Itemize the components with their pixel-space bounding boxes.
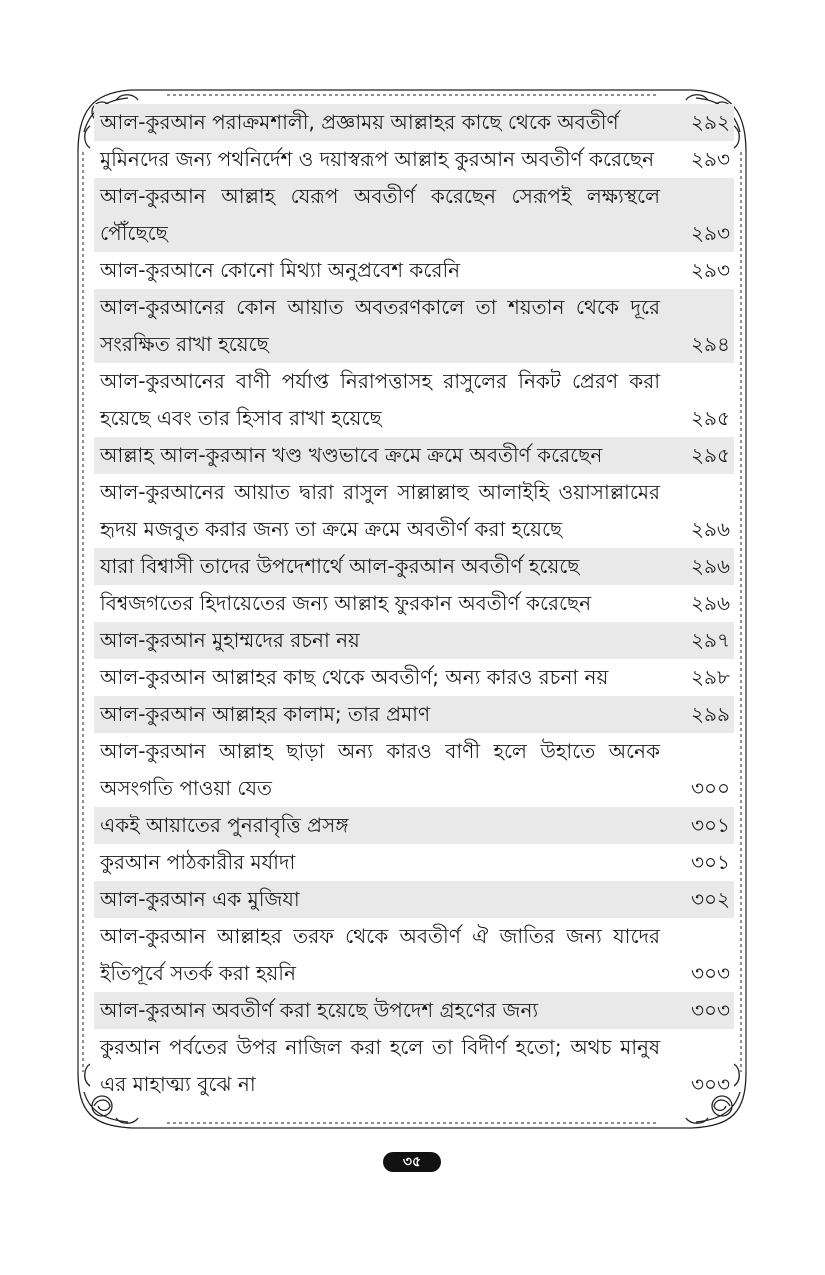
table-of-contents [94,104,734,1103]
toc-page-number: ৩০৩ [690,1072,730,1096]
toc-row [94,1029,734,1103]
page-number-badge: ৩৫ [383,1152,441,1172]
toc-page-number: ২৯৪ [691,332,730,356]
toc-title: আল-কুরআন আল্লাহ যেরূপ অবতীর্ণ করেছেন সেরূপই লক্ষ্যস্থলে পৌঁছেছে [100,184,660,245]
toc-title: আল-কুরআন এক মুজিযা [100,887,300,911]
toc-page-number: ২৯৮ [691,665,730,689]
toc-row [94,289,734,363]
toc-title: মুমিনদের জন্য পথনির্দেশ ও দয়াস্বরূপ আল্লাহ কুরআন অবতীর্ণ করেছেন [100,147,655,171]
toc-page-number: ৩০২ [690,887,730,911]
toc-title: আল-কুরআনের বাণী পর্যাপ্ত নিরাপত্তাসহ রাসুলের নিকট প্রেরণ করা হয়েছে এবং তার হিসাব রাখা হয়েছে [100,369,660,430]
toc-page-number: ২৯৬ [691,517,730,541]
toc-row [94,474,734,548]
toc-row [94,363,734,437]
toc-title: আল-কুরআন আল্লাহর কালাম; তার প্রমাণ [100,702,431,726]
toc-title: আল-কুরআন পরাক্রমশালী, প্রজ্ঞাময় আল্লাহর কাছে থেকে অবতীর্ণ [100,110,619,134]
toc-title: আল-কুরআন মুহাম্মদের রচনা নয় [100,628,360,652]
toc-title: আল-কুরআন অবতীর্ণ করা হয়েছে উপদেশ গ্রহণের জন্য [100,998,539,1022]
toc-title: আল-কুরআন আল্লাহ ছাড়া অন্য কারও বাণী হলে উহাতে অনেক অসংগতি পাওয়া যেত [100,739,660,800]
toc-page-number: ২৯৫ [691,443,730,467]
toc-row [94,659,734,696]
toc-page-number: ২৯৩ [691,221,730,245]
toc-page-number: ২৯৩ [691,258,730,282]
toc-row [94,918,734,992]
toc-page-number: ২৯৯ [691,702,730,726]
toc-page-number: ৩০১ [691,813,730,837]
toc-title: কুরআন পর্বতের উপর নাজিল করা হলে তা বিদীর্ণ হতো; অথচ মানুষ এর মাহাত্ম্য বুঝে না [100,1035,660,1096]
toc-title: আল-কুরআনের আয়াত দ্বারা রাসুল সাল্লাল্লাহু আলাইহি ওয়াসাল্লামের হৃদয় মজবুত করার জন্য তা ক্রমে ক্রমে অবতীর্ণ করা হয়েছে [100,480,660,541]
toc-row [94,104,734,141]
toc-row [94,585,734,622]
toc-title: আল্লাহ আল-কুরআন খণ্ড খণ্ডভাবে ক্রমে ক্রমে অবতীর্ণ করেছেন [100,443,603,467]
toc-page-number: ৩০৩ [690,998,730,1022]
toc-page-number: ২৯২ [691,110,730,134]
toc-page-number: ৩০০ [690,776,730,800]
toc-row [94,437,734,474]
toc-page-number: ২৯৬ [691,554,730,578]
toc-title: আল-কুরআন আল্লাহর তরফ থেকে অবতীর্ণ ঐ জাতির জন্য যাদের ইতিপূর্বে সতর্ক করা হয়নি [100,924,660,985]
toc-row [94,178,734,252]
toc-page-number: ২৯৭ [691,628,730,652]
toc-title: কুরআন পাঠকারীর মর্যাদা [100,850,296,874]
toc-page-number: ২৯৬ [691,591,730,615]
toc-title: আল-কুরআনে কোনো মিথ্যা অনুপ্রবেশ করেনি [100,258,461,282]
toc-title: আল-কুরআনের কোন আয়াত অবতরণকালে তা শয়তান থেকে দূরে সংরক্ষিত রাখা হয়েছে [100,295,660,356]
toc-row [94,252,734,289]
toc-page-number: ২৯৩ [691,147,730,171]
toc-page-number: ২৯৫ [691,406,730,430]
toc-row [94,622,734,659]
toc-title: যারা বিশ্বাসী তাদের উপদেশার্থে আল-কুরআন অবতীর্ণ হয়েছে [100,554,580,578]
toc-page-number: ৩০৩ [690,961,730,985]
toc-row [94,844,734,881]
toc-row [94,141,734,178]
toc-row [94,696,734,733]
toc-row [94,881,734,918]
toc-title: আল-কুরআন আল্লাহর কাছ থেকে অবতীর্ণ; অন্য কারও রচনা নয় [100,665,609,689]
toc-row [94,807,734,844]
toc-row [94,992,734,1029]
toc-row [94,548,734,585]
toc-row [94,733,734,807]
toc-title: একই আয়াতের পুনরাবৃত্তি প্রসঙ্গ [100,813,349,837]
toc-title: বিশ্বজগতের হিদায়েতের জন্য আল্লাহ ফুরকান অবতীর্ণ করেছেন [100,591,592,615]
toc-page-number: ৩০১ [691,850,730,874]
